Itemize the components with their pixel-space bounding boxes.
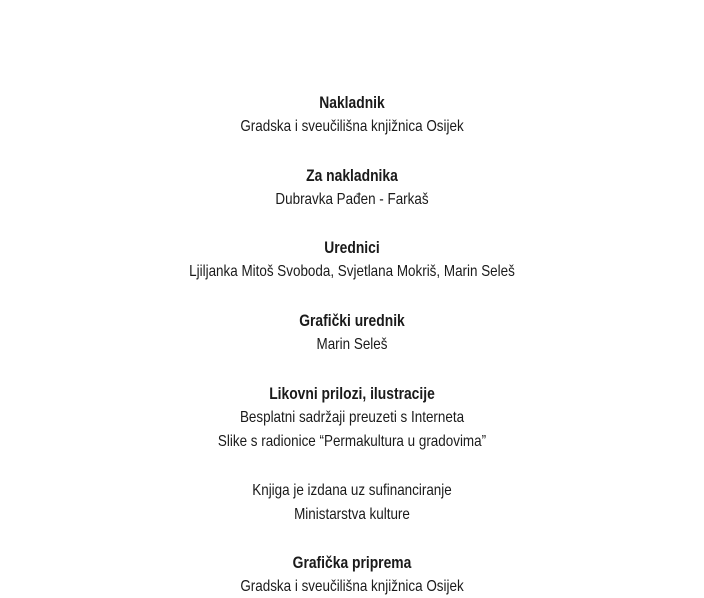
editors-heading: Urednici	[324, 239, 380, 257]
graphic-editor-heading: Grafički urednik	[299, 312, 405, 330]
funding-line-1: Knjiga je izdana uz sufinanciranje	[252, 482, 452, 499]
illustrations-heading: Likovni prilozi, ilustracije	[269, 385, 435, 403]
illustrations-line-1: Besplatni sadržaji preuzeti s Interneta	[239, 409, 465, 426]
for-publisher-heading: Za nakladnika	[306, 167, 398, 185]
publisher-value: Gradska i sveučilišna knjižnica Osijek	[240, 118, 464, 135]
funding-line-2: Ministarstva kulture	[294, 506, 410, 523]
for-publisher-value: Dubravka Pađen - Farkaš	[275, 191, 429, 208]
prepress-value: Gradska i sveučilišna knjižnica Osijek	[240, 578, 464, 595]
graphic-editor-value: Marin Seleš	[316, 336, 388, 353]
illustrations-line-2: Slike s radionice “Permakultura u gradovima”	[217, 433, 487, 450]
publisher-heading: Nakladnik	[319, 94, 385, 112]
prepress-heading: Grafička priprema	[292, 554, 412, 572]
editors-value: Ljiljanka Mitoš Svoboda, Svjetlana Mokriš, Marin Seleš	[189, 263, 515, 280]
